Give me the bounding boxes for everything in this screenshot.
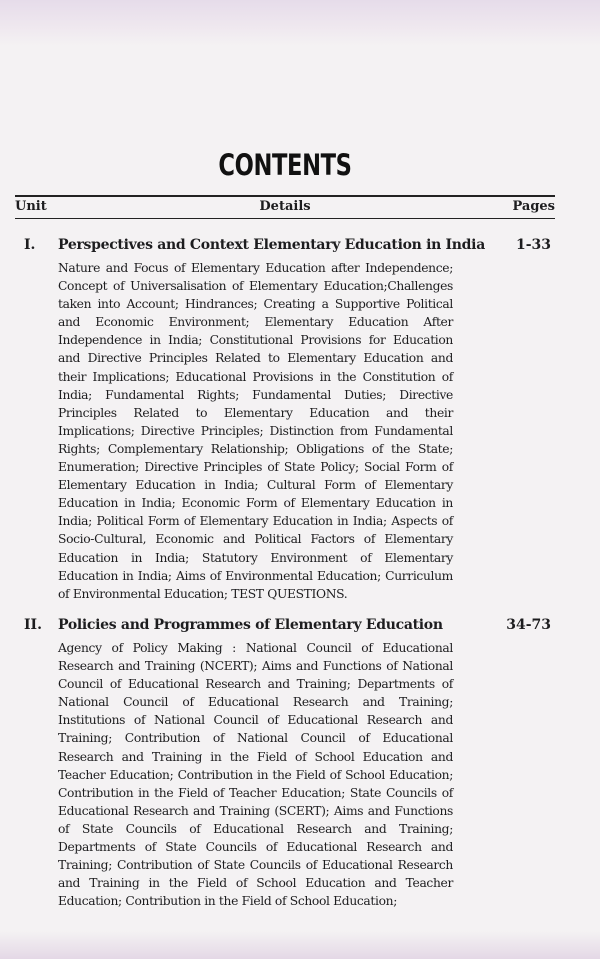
header-unit: Unit <box>15 199 47 214</box>
unit-pages: 1-33 <box>515 237 551 253</box>
unit-title: Policies and Programmes of Elementary Education <box>58 617 443 633</box>
header-rule-bottom <box>15 218 555 219</box>
contents-page <box>15 0 555 959</box>
unit-title: Perspectives and Context Elementary Education in India <box>58 237 485 253</box>
page-title: CONTENTS <box>218 148 352 182</box>
table-header <box>15 199 555 217</box>
unit-details: Nature and Focus of Elementary Education after Independence; Concept of Universalisation of Elementary Education;Challenges taken into Account; Hindrances; Creating a Supportive Political and Economic Environment; Elementary Education After Independence in India; Constitutional Provisions for Education and Directive Principles Related to Elementary Education and their Implications; Educational Provisions in the Constitution of India; Fundamental Rights; Fundamental Duties; Directive Principles Related to Elementary Education and their Implications; Directive Principles; Distinction from Fundamental Rights; Complementary Relationship; Obligations of the State; Enumeration; Directive Principles of State Policy; Social Form of Elementary Education in India; Cultural Form of Elementary Education in India; Economic Form of Elementary Education in India; Political Form of Elementary Education in India; Aspects of Socio-Cultural, Economic and Political Factors of Elementary Education in India; Statutory Environment of Elementary Education in India; Aims of Environmental Education; Curriculum of Environmental Education; TEST QUESTIONS. <box>58 261 453 601</box>
unit-pages: 34-73 <box>506 617 551 633</box>
header-pages: Pages <box>512 199 555 214</box>
header-details: Details <box>259 199 311 214</box>
unit-number: I. <box>24 237 36 253</box>
unit-number: II. <box>24 617 42 633</box>
header-rule-top <box>15 195 555 197</box>
unit-details: Agency of Policy Making : National Council of Educational Research and Training (NCERT); Aims and Functions of National Council of Educational Research and Training; Departments of National Council of Educational Research and Training; Institutions of National Council of Educational Research and Training; Contribution of National Council of Educational Research and Training in the Field of School Education and Teacher Education; Contribution in the Field of School Education; Contribution in the Field of Teacher Education; State Councils of Educational Research and Training (SCERT); Aims and Functions of State Councils of Educational Research and Training; Departments of State Councils of Educational Research and Training; Contribution of State Councils of Educational Research and Training in the Field of School Education and Teacher Education; Contribution in the Field of School Education; <box>58 641 453 909</box>
